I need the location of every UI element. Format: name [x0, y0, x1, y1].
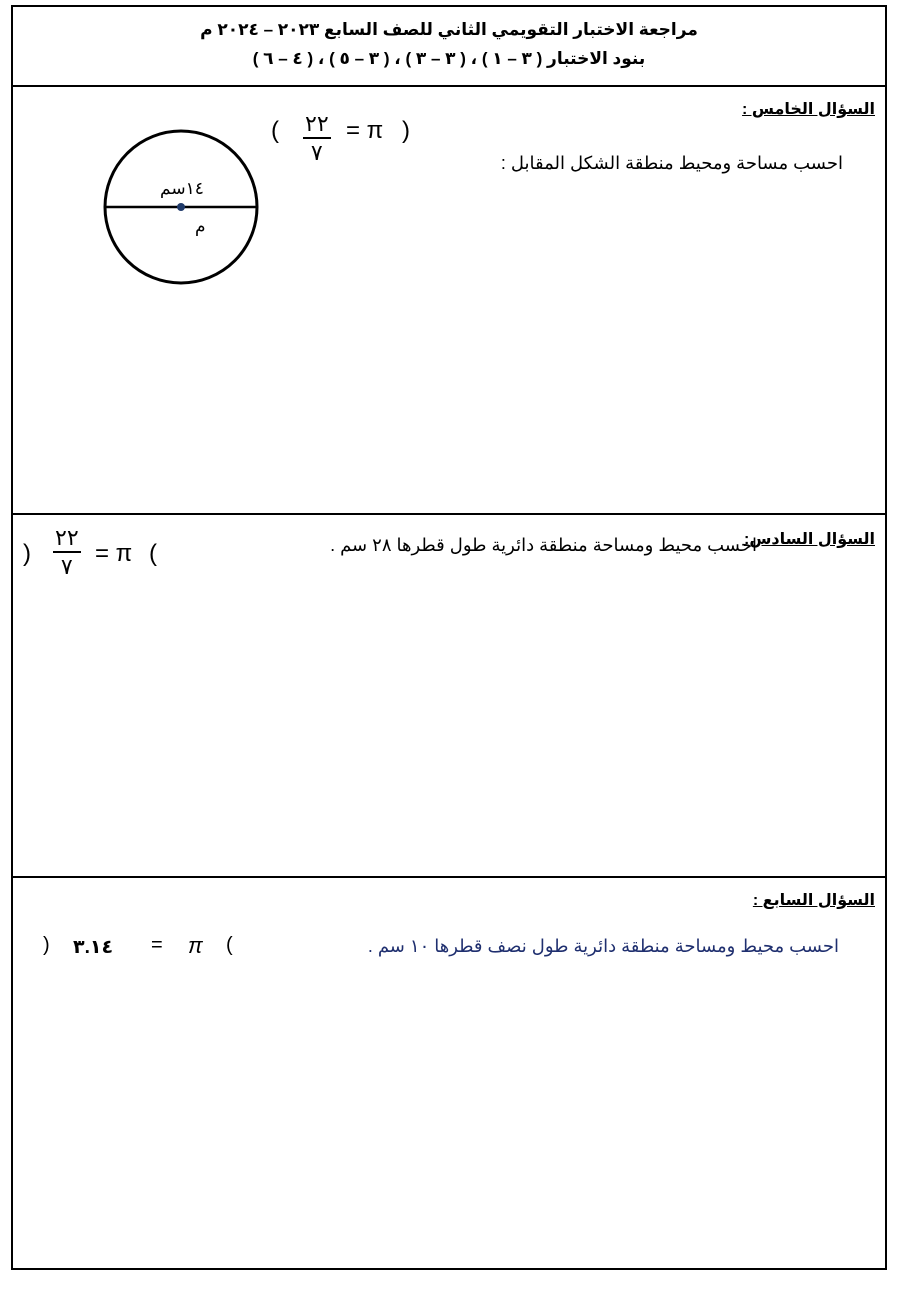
- question-7-title: السؤال السابع :: [752, 892, 875, 909]
- pi-note-paren-open: (: [226, 934, 233, 956]
- pi-value: ٣.١٤: [73, 937, 114, 958]
- pi-note-equals: =: [151, 934, 163, 956]
- pi-note-equals: = π: [95, 540, 133, 567]
- question-7-text: احسب محيط ومساحة منطقة دائرية طول نصف قطرها ١٠ سم .: [367, 936, 839, 956]
- question-5-text: احسب مساحة ومحيط منطقة الشكل المقابل :: [500, 153, 843, 173]
- question-5-title: السؤال الخامس :: [742, 101, 875, 118]
- worksheet-header: [13, 7, 885, 87]
- pi-fraction-numerator: ٢٢: [303, 113, 331, 139]
- worksheet: [11, 5, 887, 1270]
- diameter-label: ١٤سم: [160, 179, 204, 198]
- question-6-title: السؤال السادس:: [743, 531, 875, 548]
- center-label: م: [195, 217, 206, 236]
- pi-note-paren-close: ): [402, 117, 410, 144]
- pi-fraction: [303, 113, 331, 164]
- header-title: مراجعة الاختبار التقويمي الثاني للصف السابع ٢٠٢٣ – ٢٠٢٤ م: [200, 20, 698, 39]
- circle-diagram: [103, 129, 263, 289]
- pi-note-paren-close: ): [43, 934, 50, 956]
- pi-fraction-denominator: ٧: [60, 554, 73, 579]
- header-subtitle: بنود الاختبار ( ٣ – ١ ) ، ( ٣ – ٣ ) ، ( ٣ – ٥ ) ، ( ٤ – ٦ ): [252, 49, 646, 68]
- question-6-text: احسب محيط ومساحة منطقة دائرية طول قطرها ٢٨ سم .: [330, 535, 757, 555]
- pi-fraction-denominator: ٧: [310, 140, 323, 165]
- pi-fraction-numerator: ٢٢: [53, 527, 81, 553]
- question-5: [13, 87, 885, 515]
- pi-note-paren-open: (: [271, 117, 279, 144]
- question-6: [13, 515, 885, 878]
- pi-symbol: π: [188, 933, 203, 958]
- pi-note-equals: = π: [346, 117, 384, 144]
- pi-fraction: [53, 527, 81, 578]
- pi-note-paren-close: ): [23, 540, 31, 567]
- circle-center-point: [177, 203, 185, 211]
- question-7: [13, 878, 885, 1270]
- pi-note-paren-open: (: [149, 540, 157, 567]
